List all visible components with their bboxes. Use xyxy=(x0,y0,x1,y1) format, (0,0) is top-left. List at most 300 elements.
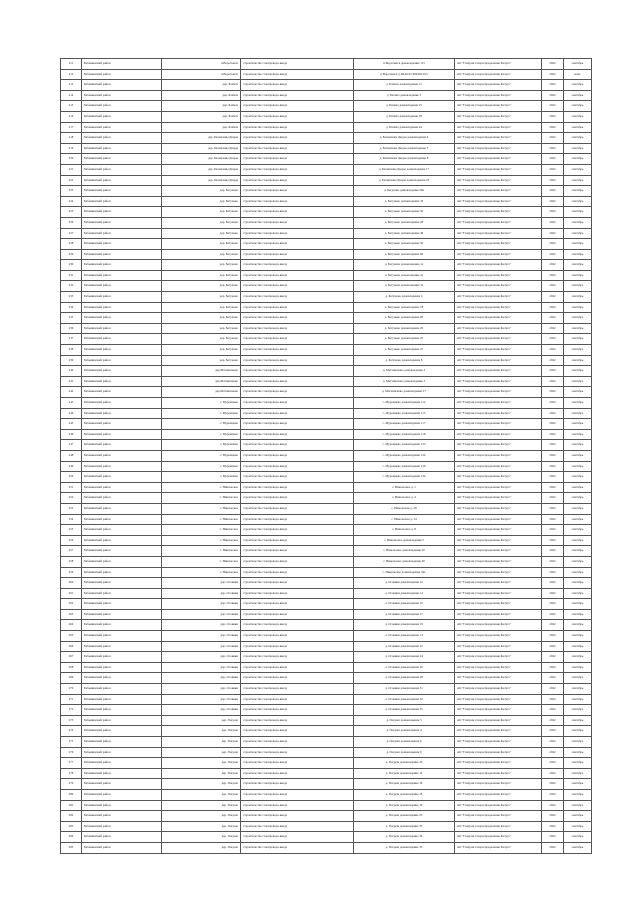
year-cell: 2022 xyxy=(542,376,564,387)
settlement-cell: дер. Осовики xyxy=(162,652,241,663)
table-row xyxy=(61,546,592,557)
work-type-cell: строительство газопровода-ввода xyxy=(241,207,354,218)
settlement-cell: дер. Осовики xyxy=(162,578,241,589)
month-cell: сентябрь xyxy=(564,535,592,546)
year-cell: 2022 xyxy=(542,609,564,620)
contractor-cell: АО "Газпром газораспределение Калуга" xyxy=(455,821,542,832)
row-number: 238 xyxy=(61,345,82,356)
row-number: 268 xyxy=(61,662,82,673)
contractor-cell: АО "Газпром газораспределение Калуга" xyxy=(455,345,542,356)
year-cell: 2022 xyxy=(542,366,564,377)
work-type-cell: строительство газопровода-ввода xyxy=(241,567,354,578)
address-cell: д. Бегуново домовладение 60 xyxy=(354,249,455,260)
contractor-cell: АО "Газпром газораспределение Калуга" xyxy=(455,207,542,218)
month-cell: сентябрь xyxy=(564,154,592,165)
month-cell: сентябрь xyxy=(564,620,592,631)
month-cell: сентябрь xyxy=(564,694,592,705)
work-type-cell: строительство газопровода-ввода xyxy=(241,292,354,303)
month-cell: сентябрь xyxy=(564,429,592,440)
work-type-cell: строительство газопровода-ввода xyxy=(241,429,354,440)
contractor-cell: АО "Газпром газораспределение Калуга" xyxy=(455,811,542,822)
work-type-cell: строительство газопровода-ввода xyxy=(241,705,354,716)
work-type-cell: строительство газопровода-ввода xyxy=(241,546,354,557)
month-cell: сентябрь xyxy=(564,514,592,525)
district-cell: Бабынинский район xyxy=(82,122,162,133)
contractor-cell: АО "Газпром газораспределение Калуга" xyxy=(455,292,542,303)
work-type-cell: строительство газопровода-ввода xyxy=(241,684,354,695)
table-row xyxy=(61,461,592,472)
work-type-cell: строительство газопровода-ввода xyxy=(241,450,354,461)
row-number: 251 xyxy=(61,482,82,493)
address-cell: п.Воротынск д.Ш-40:01:000402:103 xyxy=(354,69,455,80)
work-type-cell: строительство газопровода-ввода xyxy=(241,111,354,122)
row-number: 241 xyxy=(61,376,82,387)
month-cell: сентябрь xyxy=(564,450,592,461)
month-cell: сентябрь xyxy=(564,398,592,409)
year-cell: 2022 xyxy=(542,302,564,313)
settlement-cell: дер. Бахмачевы Дворы xyxy=(162,154,241,165)
work-type-cell: строительство газопровода-ввода xyxy=(241,503,354,514)
table-row xyxy=(61,69,592,80)
settlement-cell: с. Муромцево xyxy=(162,461,241,472)
row-number: 250 xyxy=(61,472,82,483)
address-cell: д. Погреш домовладение 33 xyxy=(354,821,455,832)
work-type-cell: строительство газопровода-ввода xyxy=(241,779,354,790)
address-cell: д. Бахмачевы Дворы домовладение 5 xyxy=(354,143,455,154)
month-cell: сентябрь xyxy=(564,260,592,271)
year-cell: 2022 xyxy=(542,631,564,642)
table-row xyxy=(61,684,592,695)
district-cell: Бабынинский район xyxy=(82,313,162,324)
month-cell: сентябрь xyxy=(564,366,592,377)
work-type-cell: строительство газопровода-ввода xyxy=(241,599,354,610)
district-cell: Бабынинский район xyxy=(82,408,162,419)
district-cell: Бабынинский район xyxy=(82,69,162,80)
work-type-cell: строительство газопровода-ввода xyxy=(241,419,354,430)
row-number: 248 xyxy=(61,450,82,461)
district-cell: Бабынинский район xyxy=(82,758,162,769)
settlement-cell: дер. Осовики xyxy=(162,620,241,631)
row-number: 271 xyxy=(61,694,82,705)
settlement-cell: дер. Погреш xyxy=(162,842,241,853)
district-cell: Бабынинский район xyxy=(82,631,162,642)
row-number: 252 xyxy=(61,493,82,504)
address-cell: д. Бегуново домовладение 60 xyxy=(354,313,455,324)
month-cell: сентябрь xyxy=(564,175,592,186)
address-cell: д. Осовики домовладение 22 xyxy=(354,641,455,652)
address-cell: д. Бегуново домовладение 8 xyxy=(354,355,455,366)
month-cell: сентябрь xyxy=(564,609,592,620)
row-number: 244 xyxy=(61,408,82,419)
district-cell: Бабынинский район xyxy=(82,217,162,228)
table-row xyxy=(61,133,592,144)
contractor-cell: АО "Газпром газораспределение Калуга" xyxy=(455,408,542,419)
month-cell: сентябрь xyxy=(564,525,592,536)
year-cell: 2022 xyxy=(542,747,564,758)
address-cell: д. Погреш домовладение 4 xyxy=(354,726,455,737)
work-type-cell: строительство газопровода-ввода xyxy=(241,366,354,377)
work-type-cell: строительство газопровода-ввода xyxy=(241,800,354,811)
work-type-cell: строительство газопровода-ввода xyxy=(241,355,354,366)
settlement-cell: с. Никольское xyxy=(162,535,241,546)
month-cell: сентябрь xyxy=(564,821,592,832)
district-cell: Бабынинский район xyxy=(82,207,162,218)
work-type-cell: строительство газопровода-ввода xyxy=(241,334,354,345)
address-cell: д. Погреш домовладение 3 xyxy=(354,715,455,726)
work-type-cell: строительство газопровода-ввода xyxy=(241,832,354,843)
year-cell: 2022 xyxy=(542,260,564,271)
month-cell: сентябрь xyxy=(564,472,592,483)
month-cell: сентябрь xyxy=(564,737,592,748)
table-row xyxy=(61,800,592,811)
year-cell: 2022 xyxy=(542,493,564,504)
year-cell: 2022 xyxy=(542,207,564,218)
month-cell: сентябрь xyxy=(564,567,592,578)
settlement-cell: с. Муромцево xyxy=(162,472,241,483)
month-cell: сентябрь xyxy=(564,207,592,218)
table-row xyxy=(61,662,592,673)
year-cell: 2022 xyxy=(542,482,564,493)
contractor-cell: АО "Газпром газораспределение Калуга" xyxy=(455,493,542,504)
district-cell: Бабынинский район xyxy=(82,249,162,260)
address-cell: д. Погреш домовладение 19 xyxy=(354,800,455,811)
row-number: 218 xyxy=(61,133,82,144)
year-cell: 2022 xyxy=(542,832,564,843)
table-row xyxy=(61,673,592,684)
work-type-cell: строительство газопровода-ввода xyxy=(241,101,354,112)
contractor-cell: АО "Газпром газораспределение Калуга" xyxy=(455,302,542,313)
contractor-cell: АО "Газпром газораспределение Калуга" xyxy=(455,323,542,334)
address-cell: д. Осовики домовладение 19 xyxy=(354,620,455,631)
contractor-cell: АО "Газпром газораспределение Калуга" xyxy=(455,789,542,800)
settlement-cell: дер. Погреш xyxy=(162,779,241,790)
address-cell: д. Осовики домовладение 24 xyxy=(354,652,455,663)
address-cell: д. Бегуново домовладение 2а xyxy=(354,270,455,281)
settlement-cell: дер. Осовики xyxy=(162,609,241,620)
row-number: 280 xyxy=(61,789,82,800)
contractor-cell: АО "Газпром газораспределение Калуга" xyxy=(455,440,542,451)
month-cell: сентябрь xyxy=(564,440,592,451)
settlement-cell: дер. Бегуново xyxy=(162,313,241,324)
settlement-cell: дер. Бахмачевы Дворы xyxy=(162,143,241,154)
district-cell: Бабынинский район xyxy=(82,768,162,779)
work-type-cell: строительство газопровода-ввода xyxy=(241,811,354,822)
settlement-cell: дер.Матчинсково xyxy=(162,387,241,398)
settlement-cell: дер. Бегуново xyxy=(162,260,241,271)
row-number: 279 xyxy=(61,779,82,790)
table-row xyxy=(61,535,592,546)
table-row xyxy=(61,345,592,356)
year-cell: 2022 xyxy=(542,69,564,80)
district-cell: Бабынинский район xyxy=(82,525,162,536)
row-number: 212 xyxy=(61,69,82,80)
address-cell: с. Никольское д. 4 xyxy=(354,493,455,504)
contractor-cell: АО "Газпром газораспределение Калуга" xyxy=(455,387,542,398)
address-cell: д. Погреш домовладение 10 xyxy=(354,758,455,769)
settlement-cell: дер.Матчинсково xyxy=(162,366,241,377)
month-cell: сентябрь xyxy=(564,186,592,197)
address-cell: д. Бахмачевы Дворы домовладение 18 xyxy=(354,175,455,186)
year-cell: 2022 xyxy=(542,842,564,853)
address-cell: д. Осовики домовладение 17 xyxy=(354,609,455,620)
address-cell: д. Осовики домовладение 31 xyxy=(354,684,455,695)
row-number: 261 xyxy=(61,588,82,599)
year-cell: 2022 xyxy=(542,472,564,483)
row-number: 273 xyxy=(61,715,82,726)
address-cell: д. Бахмач домовладение 25 xyxy=(354,101,455,112)
district-cell: Бабынинский район xyxy=(82,599,162,610)
month-cell: сентябрь xyxy=(564,673,592,684)
settlement-cell: дер. Бегуново xyxy=(162,292,241,303)
month-cell: сентябрь xyxy=(564,715,592,726)
row-number: 284 xyxy=(61,832,82,843)
table-row xyxy=(61,387,592,398)
settlement-cell: с. Муромцево xyxy=(162,419,241,430)
year-cell: 2022 xyxy=(542,535,564,546)
district-cell: Бабынинский район xyxy=(82,673,162,684)
district-cell: Бабынинский район xyxy=(82,641,162,652)
year-cell: 2022 xyxy=(542,588,564,599)
year-cell: 2022 xyxy=(542,503,564,514)
year-cell: 2022 xyxy=(542,345,564,356)
settlement-cell: дер. Бегуново xyxy=(162,196,241,207)
row-number: 211 xyxy=(61,59,82,70)
work-type-cell: строительство газопровода-ввода xyxy=(241,133,354,144)
year-cell: 2022 xyxy=(542,450,564,461)
contractor-cell: АО "Газпром газораспределение Калуга" xyxy=(455,80,542,91)
year-cell: 2022 xyxy=(542,715,564,726)
settlement-cell: дер. Осовики xyxy=(162,684,241,695)
row-number: 274 xyxy=(61,726,82,737)
contractor-cell: АО "Газпром газораспределение Калуга" xyxy=(455,175,542,186)
work-type-cell: строительство газопровода-ввода xyxy=(241,228,354,239)
year-cell: 2022 xyxy=(542,80,564,91)
row-number: 235 xyxy=(61,313,82,324)
work-type-cell: строительство газопровода-ввода xyxy=(241,196,354,207)
table-row xyxy=(61,111,592,122)
contractor-cell: АО "Газпром газораспределение Калуга" xyxy=(455,450,542,461)
row-number: 223 xyxy=(61,186,82,197)
work-type-cell: строительство газопровода-ввода xyxy=(241,715,354,726)
contractor-cell: АО "Газпром газораспределение Калуга" xyxy=(455,281,542,292)
row-number: 269 xyxy=(61,673,82,684)
contractor-cell: АО "Газпром газораспределение Калуга" xyxy=(455,313,542,324)
month-cell: сентябрь xyxy=(564,684,592,695)
table-row xyxy=(61,472,592,483)
year-cell: 2022 xyxy=(542,662,564,673)
work-type-cell: строительство газопровода-ввода xyxy=(241,556,354,567)
table-row xyxy=(61,641,592,652)
year-cell: 2022 xyxy=(542,249,564,260)
contractor-cell: АО "Газпром газораспределение Калуга" xyxy=(455,768,542,779)
district-cell: Бабынинский район xyxy=(82,323,162,334)
table-row xyxy=(61,588,592,599)
row-number: 260 xyxy=(61,578,82,589)
row-number: 278 xyxy=(61,768,82,779)
table-row xyxy=(61,832,592,843)
row-number: 221 xyxy=(61,164,82,175)
year-cell: 2022 xyxy=(542,196,564,207)
contractor-cell: АО "Газпром газораспределение Калуга" xyxy=(455,59,542,70)
address-cell: д. Бегуново домовладение 46 xyxy=(354,228,455,239)
month-cell: сентябрь xyxy=(564,376,592,387)
address-cell: д. Бахмач домовладение 11 xyxy=(354,80,455,91)
settlement-cell: дер. Погреш xyxy=(162,789,241,800)
work-type-cell: строительство газопровода-ввода xyxy=(241,842,354,853)
year-cell: 2022 xyxy=(542,694,564,705)
settlement-cell: с. Муромцево xyxy=(162,450,241,461)
address-cell: д. Бегуново домовладение 1а xyxy=(354,260,455,271)
district-cell: Бабынинский район xyxy=(82,387,162,398)
table-row xyxy=(61,768,592,779)
district-cell: Бабынинский район xyxy=(82,503,162,514)
year-cell: 2022 xyxy=(542,334,564,345)
table-row xyxy=(61,556,592,567)
year-cell: 2022 xyxy=(542,673,564,684)
table-row xyxy=(61,567,592,578)
table-row xyxy=(61,715,592,726)
district-cell: Бабынинский район xyxy=(82,228,162,239)
contractor-cell: АО "Газпром газораспределение Калуга" xyxy=(455,779,542,790)
address-cell: д. Бегуново домовладение 27 xyxy=(354,345,455,356)
address-cell: д. Бахмач домовладение 44 xyxy=(354,122,455,133)
table-row xyxy=(61,811,592,822)
year-cell: 2022 xyxy=(542,429,564,440)
contractor-cell: АО "Газпром газораспределение Калуга" xyxy=(455,461,542,472)
contractor-cell: АО "Газпром газораспределение Калуга" xyxy=(455,228,542,239)
contractor-cell: АО "Газпром газораспределение Калуга" xyxy=(455,270,542,281)
work-type-cell: строительство газопровода-ввода xyxy=(241,164,354,175)
year-cell: 2022 xyxy=(542,143,564,154)
settlement-cell: с. Муромцево xyxy=(162,398,241,409)
month-cell: сентябрь xyxy=(564,249,592,260)
address-cell: д. Бахмачевы Дворы домовладение 4 xyxy=(354,133,455,144)
contractor-cell: АО "Газпром газораспределение Калуга" xyxy=(455,620,542,631)
month-cell: сентябрь xyxy=(564,59,592,70)
month-cell: сентябрь xyxy=(564,228,592,239)
month-cell: сентябрь xyxy=(564,355,592,366)
work-type-cell: строительство газопровода-ввода xyxy=(241,482,354,493)
settlement-cell: дер. Бегуново xyxy=(162,355,241,366)
table-row xyxy=(61,599,592,610)
address-cell: д. Бегуново домовладение 50 xyxy=(354,207,455,218)
address-cell: д. Бегуново домовладение 25 xyxy=(354,334,455,345)
row-number: 232 xyxy=(61,281,82,292)
month-cell: сентябрь xyxy=(564,556,592,567)
row-number: 226 xyxy=(61,217,82,228)
settlement-cell: дер. Погреш xyxy=(162,715,241,726)
work-type-cell: строительство газопровода-ввода xyxy=(241,59,354,70)
settlement-cell: дер. Погреш xyxy=(162,758,241,769)
contractor-cell: АО "Газпром газораспределение Калуга" xyxy=(455,588,542,599)
district-cell: Бабынинский район xyxy=(82,821,162,832)
address-cell: с. Никольское домовладение 40 xyxy=(354,556,455,567)
address-cell: д. Осовики домовладение 26 xyxy=(354,662,455,673)
row-number: 236 xyxy=(61,323,82,334)
month-cell: сентябрь xyxy=(564,652,592,663)
address-cell: с. Никольское д. 1 xyxy=(354,482,455,493)
settlement-cell: с. Муромцево xyxy=(162,440,241,451)
month-cell: сентябрь xyxy=(564,599,592,610)
district-cell: Бабынинский район xyxy=(82,260,162,271)
row-number: 266 xyxy=(61,641,82,652)
address-cell: д. Погреш домовладение 9 xyxy=(354,747,455,758)
district-cell: Бабынинский район xyxy=(82,609,162,620)
work-type-cell: строительство газопровода-ввода xyxy=(241,747,354,758)
settlement-cell: дер. Бегуново xyxy=(162,281,241,292)
work-type-cell: строительство газопровода-ввода xyxy=(241,143,354,154)
address-cell: д. Бахмачевы Дворы домовладение 8 xyxy=(354,154,455,165)
contractor-cell: АО "Газпром газораспределение Калуга" xyxy=(455,641,542,652)
contractor-cell: АО "Газпром газораспределение Калуга" xyxy=(455,662,542,673)
work-type-cell: строительство газопровода-ввода xyxy=(241,281,354,292)
work-type-cell: строительство газопровода-ввода xyxy=(241,313,354,324)
address-cell: д. Погреш домовладение 16 xyxy=(354,779,455,790)
work-type-cell: строительство газопровода-ввода xyxy=(241,90,354,101)
settlement-cell: дер. Бегуново xyxy=(162,302,241,313)
work-type-cell: строительство газопровода-ввода xyxy=(241,345,354,356)
district-cell: Бабынинский район xyxy=(82,747,162,758)
work-type-cell: строительство газопровода-ввода xyxy=(241,631,354,642)
address-cell: д. Бегуново домовладение 3а xyxy=(354,281,455,292)
month-cell: сентябрь xyxy=(564,546,592,557)
settlement-cell: дер. Осовики xyxy=(162,662,241,673)
contractor-cell: АО "Газпром газораспределение Калуга" xyxy=(455,525,542,536)
work-type-cell: строительство газопровода-ввода xyxy=(241,641,354,652)
work-type-cell: строительство газопровода-ввода xyxy=(241,270,354,281)
month-cell: сентябрь xyxy=(564,143,592,154)
row-number: 222 xyxy=(61,175,82,186)
month-cell: сентябрь xyxy=(564,101,592,112)
settlement-cell: дер. Бегуново xyxy=(162,249,241,260)
work-type-cell: строительство газопровода-ввода xyxy=(241,323,354,334)
table-row xyxy=(61,80,592,91)
row-number: 231 xyxy=(61,270,82,281)
address-cell: д. Бегуново домовладение 28 xyxy=(354,217,455,228)
month-cell: сентябрь xyxy=(564,408,592,419)
district-cell: Бабынинский район xyxy=(82,493,162,504)
year-cell: 2022 xyxy=(542,270,564,281)
address-cell: д. Бегуново домовладение 20 xyxy=(354,323,455,334)
district-cell: Бабынинский район xyxy=(82,398,162,409)
year-cell: 2022 xyxy=(542,239,564,250)
table-row xyxy=(61,779,592,790)
contractor-cell: АО "Газпром газораспределение Калуга" xyxy=(455,419,542,430)
table-row xyxy=(61,429,592,440)
work-type-cell: строительство газопровода-ввода xyxy=(241,408,354,419)
contractor-cell: АО "Газпром газораспределение Калуга" xyxy=(455,578,542,589)
contractor-cell: АО "Газпром газораспределение Калуга" xyxy=(455,631,542,642)
work-type-cell: строительство газопровода-ввода xyxy=(241,588,354,599)
settlement-cell: дер. Бахмач xyxy=(162,101,241,112)
contractor-cell: АО "Газпром газораспределение Калуга" xyxy=(455,832,542,843)
settlement-cell: дер. Осовики xyxy=(162,599,241,610)
month-cell: сентябрь xyxy=(564,313,592,324)
district-cell: Бабынинский район xyxy=(82,737,162,748)
settlement-cell: дер. Бахмач xyxy=(162,122,241,133)
settlement-cell: п.Воротынск xyxy=(162,69,241,80)
year-cell: 2022 xyxy=(542,175,564,186)
work-type-cell: строительство газопровода-ввода xyxy=(241,440,354,451)
contractor-cell: АО "Газпром газораспределение Калуга" xyxy=(455,482,542,493)
settlement-cell: дер. Осовики xyxy=(162,673,241,684)
row-number: 233 xyxy=(61,292,82,303)
table-row xyxy=(61,239,592,250)
year-cell: 2022 xyxy=(542,684,564,695)
district-cell: Бабынинский район xyxy=(82,705,162,716)
month-cell: сентябрь xyxy=(564,323,592,334)
work-type-cell: строительство газопровода-ввода xyxy=(241,387,354,398)
